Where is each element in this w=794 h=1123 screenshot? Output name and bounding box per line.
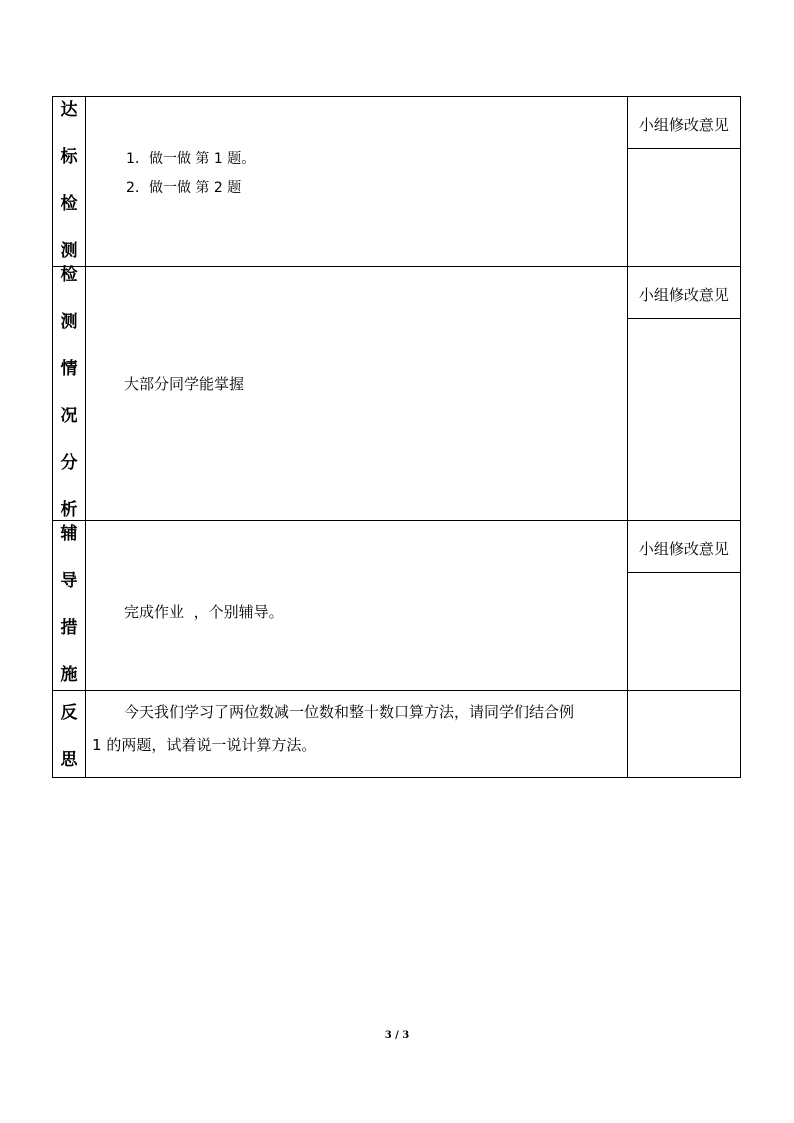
section-label-tutoring	[53, 521, 86, 691]
label-char: 测	[60, 240, 78, 261]
label-char: 况	[60, 405, 78, 426]
table-row-tutoring	[53, 521, 741, 691]
group-revision-label: 小组修改意见	[628, 267, 740, 319]
lesson-plan-table	[52, 96, 741, 778]
page-number: 3 / 3	[384, 1030, 410, 1041]
reflection-line-2: 1 的两题，试着说一说计算方法。	[92, 736, 317, 754]
side-column-tutoring	[627, 521, 740, 691]
label-char: 施	[60, 664, 78, 685]
label-char: 测	[60, 311, 78, 332]
table-row-assessment	[53, 97, 741, 267]
label-char: 思	[60, 750, 78, 770]
side-column-assessment	[627, 97, 740, 267]
table-row-reflection	[53, 691, 741, 778]
tutoring-text: 完成作业 ，个别辅导。	[124, 603, 284, 621]
side-column-reflection	[627, 691, 740, 778]
section-content-analysis	[86, 267, 628, 521]
section-content-assessment	[86, 97, 628, 267]
section-content-reflection	[86, 691, 628, 778]
label-char: 检	[60, 193, 78, 214]
table-row-analysis	[53, 267, 741, 521]
exercise-item-2: 2．做一做 第 2 题	[126, 180, 242, 196]
side-column-analysis	[627, 267, 740, 521]
exercise-item-1: 1．做一做 第 1 题。	[126, 151, 256, 167]
section-content-tutoring	[86, 521, 628, 691]
label-char: 检	[60, 264, 78, 285]
section-label-assessment	[53, 97, 86, 267]
label-char: 分	[60, 452, 78, 473]
group-revision-label: 小组修改意见	[628, 97, 740, 149]
section-label-analysis	[53, 264, 86, 521]
group-revision-label: 小组修改意见	[628, 521, 740, 573]
analysis-text: 大部分同学能掌握	[124, 375, 245, 393]
label-char: 情	[60, 358, 78, 379]
label-char: 措	[60, 617, 78, 638]
label-char: 导	[60, 570, 78, 591]
label-char: 标	[60, 146, 78, 167]
label-char: 辅	[60, 523, 78, 544]
label-char: 达	[60, 99, 78, 120]
label-char: 析	[60, 499, 78, 520]
section-label-reflection	[53, 691, 86, 778]
label-char: 反	[60, 703, 78, 723]
reflection-line-1: 今天我们学习了两位数减一位数和整十数口算方法，请同学们结合例	[124, 703, 575, 721]
